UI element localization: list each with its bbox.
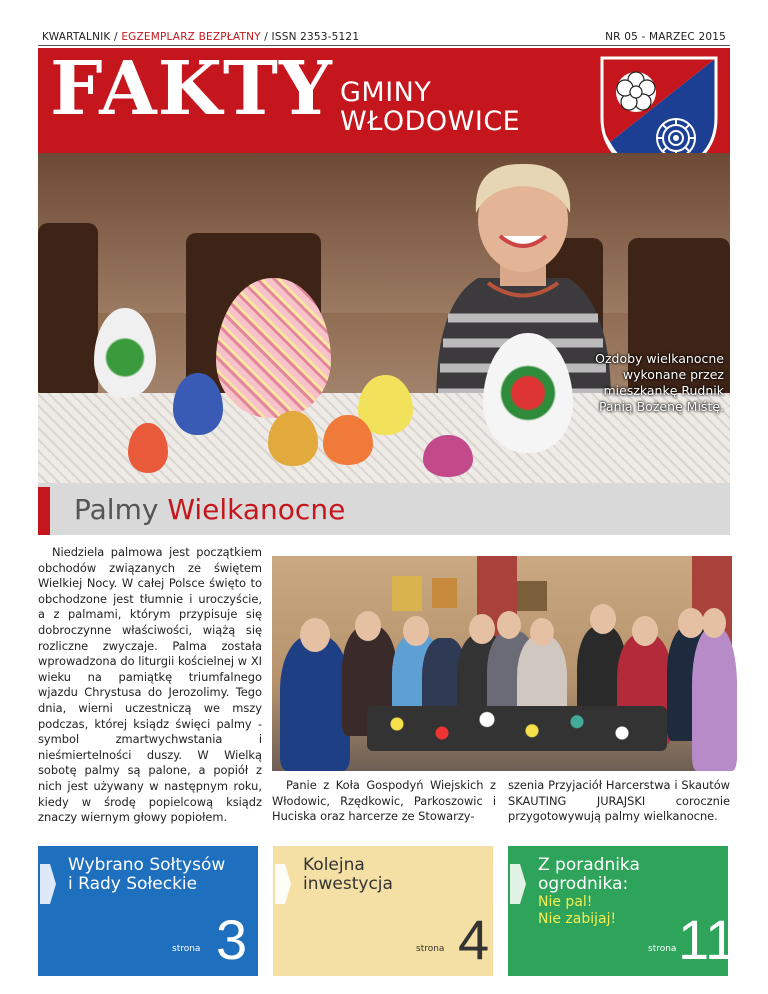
masthead-subtitle-line1: GMINY [340,77,432,108]
person-head [530,618,554,646]
decorated-egg [323,415,373,465]
teaser-inwestycja[interactable] [273,846,493,976]
hero-caption-line: Panią Bożenę Miśtę. [598,399,724,414]
hero-caption-line: mieszkankę Rudnik [603,383,724,398]
page-label: strona [648,944,677,954]
hero-caption [595,351,724,415]
decorated-egg [268,411,318,466]
decorated-egg [173,373,223,435]
teaser-title-line: i Rady Sołeckie [68,874,198,894]
page-number: 11 [678,908,737,971]
teaser-soltysi[interactable] [38,846,258,976]
person-head [355,611,381,641]
masthead [38,48,730,153]
page-number: 4 [458,908,490,971]
chevron-right-icon [40,864,56,904]
teaser-title-line: ogrodnika: [538,874,629,894]
palm-decorations [367,706,667,751]
section-title-part1: Palmy [74,493,168,526]
hero-caption-line: Ozdoby wielkanocne [595,351,724,366]
person-head [590,604,616,634]
article-body: Niedziela palmowa jest początkiem obchodów związanych ze świętem Wielkiej Nocy. W całej Polsce święto to obchodzone jest tłumnie i uroczyście, a z palmami, którym przypisuje się dobroczynne właściwości, wiążą się rozliczne zwyczaje. Palma została wprowadzona do liturgii kościelnej w XI wieku na pamiątkę triumfalnego wjazdu Chrystusa do Jerozolimy. Tego dnia, wierni uczestniczą we mszy podczas, której ksiądz święci palmy - symbol zmartwychwstania i nieśmiertelności duszy. W Wielką sobotę palmy są palone, a popiół z nich jest używany w następnym roku, kiedy w środę popielcową ksiądz znaczy wiernym głowy popiołem. [38,545,262,825]
chevron-right-icon [510,864,526,904]
page-label: strona [172,944,201,954]
issn-label: / ISSN 2353-5121 [260,31,360,43]
masthead-subtitle [340,78,520,136]
top-info-bar [38,30,730,46]
teaser-poradnik[interactable] [508,846,737,976]
teaser-title [538,856,640,928]
free-copy-label: EGZEMPLARZ BEZPŁATNY [121,31,261,43]
person [692,628,737,771]
person-head [300,618,330,652]
page-label: strona [416,944,445,954]
decorated-egg [423,435,473,477]
hero-caption-line: wykonane przez [622,367,724,382]
wall-picture [517,581,547,611]
teaser-title [68,856,225,894]
person [280,636,350,771]
person-head [678,608,704,638]
person-head [702,608,726,638]
group-photo [272,556,730,771]
masthead-subtitle-line2: WŁODOWICE [340,106,521,137]
teaser-title-line: Kolejna [303,855,365,875]
page-number: 3 [216,908,248,971]
wall-picture [392,576,422,611]
decorated-egg [128,423,168,473]
person-head [403,616,429,646]
chair [38,223,98,393]
section-title [74,493,345,526]
issue-number: NR 05 - MARZEC 2015 [605,31,726,43]
wall-picture [432,578,457,608]
teaser-subtitle-line: Nie pal! [538,894,593,910]
teaser-title [303,856,393,894]
teaser-subtitle-line: Nie zabijaj! [538,911,617,927]
decorated-egg [94,308,156,398]
frequency-label: KWARTALNIK / [42,31,122,43]
group-photo-caption-col1: Panie z Koła Gospodyń Wiejskich z Włodowic, Rzędkowic, Parkoszowic i Huciska oraz harcerze ze Stowarzy- [272,778,496,824]
person-head [497,611,521,639]
teaser-title-line: inwestycja [303,874,393,894]
hero-photo [38,153,730,483]
section-title-bar [38,483,730,535]
section-accent [38,487,50,535]
masthead-title: FAKTY [50,46,333,132]
chevron-right-icon [275,864,291,904]
group-photo-caption-col2: szenia Przyjaciół Harcerstwa i Skautów SKAUTING JURAJSKI corocznie przygotowywują palmy wielkanocne. [508,778,730,824]
teaser-title-line: Wybrano Sołtysów [68,855,226,875]
person-head [632,616,658,646]
publication-info [42,31,359,43]
person-head [469,614,495,644]
section-title-part2: Wielkanocne [167,493,346,526]
teaser-title-line: Z poradnika [538,855,640,875]
